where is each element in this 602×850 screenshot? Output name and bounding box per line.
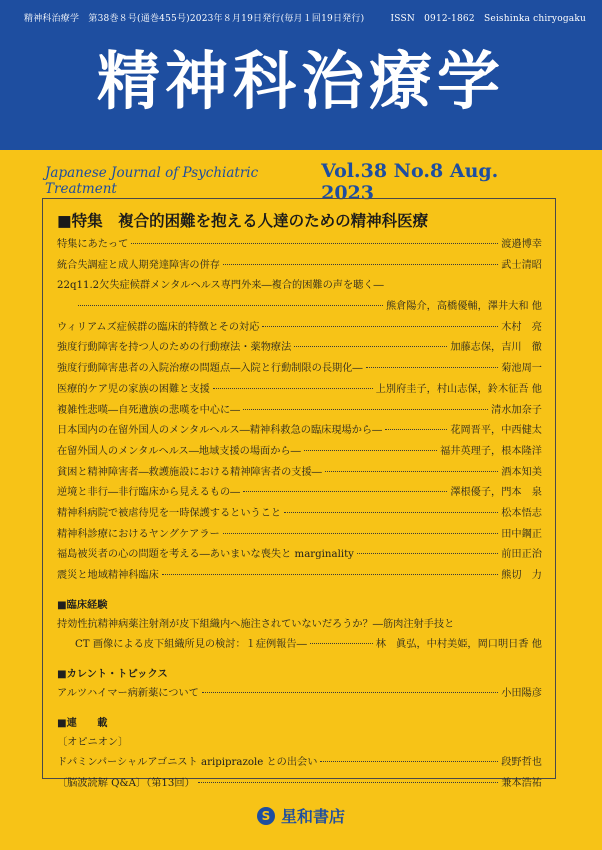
issue-meta — [24, 11, 586, 24]
toc-row[interactable] — [57, 635, 542, 656]
toc-row[interactable] — [57, 774, 542, 795]
table-of-contents — [42, 198, 556, 790]
toc-row[interactable] — [57, 256, 542, 277]
topics-heading: ■カレント・トピックス — [57, 669, 168, 681]
english-title: Japanese Journal of Psychiatric Treatment — [45, 165, 259, 197]
toc-author: 加藤志保，吉川 徹 — [450, 342, 542, 354]
toc-title: 特集にあたって — [57, 239, 129, 250]
toc-title: 在留外国人のメンタルヘルス―地域支援の場面から― — [57, 445, 301, 457]
leader-dots — [202, 692, 498, 693]
leader-dots — [357, 553, 498, 554]
toc-author: 段野哲也 — [501, 757, 542, 769]
subtitle-row — [45, 160, 547, 204]
toc-row[interactable] — [57, 684, 542, 705]
journal-title: 精神科治療学 — [97, 45, 505, 118]
leader-dots — [162, 574, 498, 575]
toc-row[interactable] — [57, 753, 542, 774]
leader-dots — [262, 326, 498, 327]
issue-info: 精神科治療学 第38巻８号(通巻455号)2023年８月19日発行(毎月１回19日発行) — [24, 14, 365, 24]
toc-row[interactable] — [57, 525, 542, 546]
toc-author: 澤根優子，門本 泉 — [450, 487, 542, 499]
toc-row[interactable] — [57, 463, 542, 484]
toc-row[interactable] — [57, 442, 542, 463]
toc-title: 福島被災者の心の問題を考える―あいまいな喪失と marginality — [57, 549, 354, 561]
toc-row[interactable] — [57, 421, 542, 442]
toc-author: 田中鋼正 — [501, 528, 542, 540]
toc-row[interactable] — [57, 504, 542, 525]
toc-row[interactable] — [57, 297, 542, 318]
leader-dots — [198, 782, 498, 783]
toc-author: 林 眞弘，中村美姫，岡口明日香 他 — [375, 639, 542, 651]
toc-title: ウィリアムズ症候群の臨床的特徴とその対応 — [57, 321, 260, 333]
volume-info: Vol.38 No.8 Aug. 2023 — [321, 160, 499, 204]
leader-dots — [385, 429, 447, 430]
toc-author: 上別府圭子，村山志保，鈴木征吾 他 — [375, 383, 542, 395]
toc-title: 医療的ケア児の家族の困難と支援 — [57, 383, 210, 395]
toc-row[interactable] — [57, 545, 542, 566]
toc-author: 渡邉博幸 — [501, 239, 542, 250]
toc-author: 松本悟志 — [501, 507, 542, 519]
toc-title: 22q11.2欠失症候群メンタルヘルス専門外来―複合的困難の声を聴く― — [57, 280, 384, 292]
toc-row[interactable] — [57, 401, 542, 422]
toc-title: 複雑性悲嘆―自死遺族の悲嘆を中心に― — [57, 404, 241, 416]
toc-row[interactable] — [57, 276, 542, 297]
toc-author: 熊倉陽介，高橋優輔，澤井大和 他 — [385, 301, 542, 313]
leader-dots — [243, 491, 447, 492]
toc-author: 木村 亮 — [501, 321, 542, 333]
serial-label: 〔オピニオン〕 — [57, 736, 129, 748]
clinical-heading: ■臨床経験 — [57, 599, 108, 611]
publisher-name: 星和書店 — [280, 807, 345, 826]
leader-dots — [223, 533, 499, 534]
toc-row[interactable] — [57, 380, 542, 401]
toc-row[interactable] — [57, 566, 542, 587]
feature-heading: ■特集 複合的困難を抱える人達のための精神科医療 — [57, 212, 429, 230]
toc-title: 精神科病院で被虐待児を一時保護するということ — [57, 507, 282, 519]
toc-title: 貧困と精神障害者―救護施設における精神障害者の支援― — [57, 466, 322, 478]
leader-dots — [366, 367, 499, 368]
toc-title: 日本国内の在留外国人のメンタルヘルス―精神科救急の臨床現場から― — [57, 425, 383, 437]
toc-author: 福井英理子，根本隆洋 — [440, 445, 542, 457]
toc-author: 武士清昭 — [501, 259, 542, 271]
toc-author: 菊池周一 — [501, 363, 542, 375]
toc-title: ドパミンパーシャルアゴニスト aripiprazole との出会い — [57, 757, 318, 769]
toc-row[interactable] — [57, 359, 542, 380]
toc-title: 逆境と非行―非行臨床から見えるもの― — [57, 487, 241, 499]
toc-author: 清水加奈子 — [491, 404, 542, 416]
leader-dots — [223, 264, 498, 265]
publisher — [0, 804, 602, 827]
leader-dots — [325, 471, 498, 472]
leader-dots — [320, 761, 498, 762]
toc-title: 強度行動障害患者の入院治療の問題点―入院と行動制限の長期化― — [57, 363, 363, 375]
leader-dots — [310, 643, 373, 644]
toc-author: 熊切 力 — [501, 570, 542, 581]
toc-row[interactable] — [57, 338, 542, 359]
leader-dots — [284, 512, 498, 513]
toc-title: 強度行動障害を持つ人のための行動療法・薬物療法 — [57, 342, 292, 354]
toc-author: 小田陽彦 — [501, 688, 542, 700]
toc-row[interactable] — [57, 318, 542, 339]
toc-author: 花岡晋平，中西健太 — [450, 425, 542, 437]
serial-heading: ■連 載 — [57, 717, 108, 729]
leader-dots — [78, 305, 383, 306]
toc-title: 〔脳波読解 Q&A〕（第13回） — [57, 778, 195, 790]
toc-title: 震災と地域精神科臨床 — [57, 570, 159, 581]
leader-dots — [213, 388, 373, 389]
leader-dots — [243, 409, 488, 410]
toc-title: アルツハイマー病新薬について — [57, 688, 199, 700]
leader-dots — [131, 243, 498, 244]
clinical-title-line[interactable]: 持効性抗精神病薬注射剤が皮下組織内へ施注されていないだろうか？―筋肉注射手技と — [57, 618, 455, 630]
toc-title: 統合失調症と成人期発達障害の併存 — [57, 259, 220, 271]
toc-author: 酒本知美 — [501, 466, 542, 478]
toc-row[interactable] — [57, 235, 542, 256]
seiwa-logo-icon: S — [257, 807, 275, 825]
toc-title: 精神科診療におけるヤングケアラー — [57, 528, 220, 540]
toc-row[interactable] — [57, 483, 542, 504]
toc-author: 兼本浩祐 — [501, 778, 542, 790]
toc-author: 前田正治 — [501, 549, 542, 561]
toc-title: CT 画像による皮下組織所見の検討：１症例報告― — [75, 639, 307, 651]
leader-dots — [294, 346, 447, 347]
issn: ISSN 0912-1862 Seishinka chiryogaku — [390, 14, 586, 24]
leader-dots — [304, 450, 437, 451]
